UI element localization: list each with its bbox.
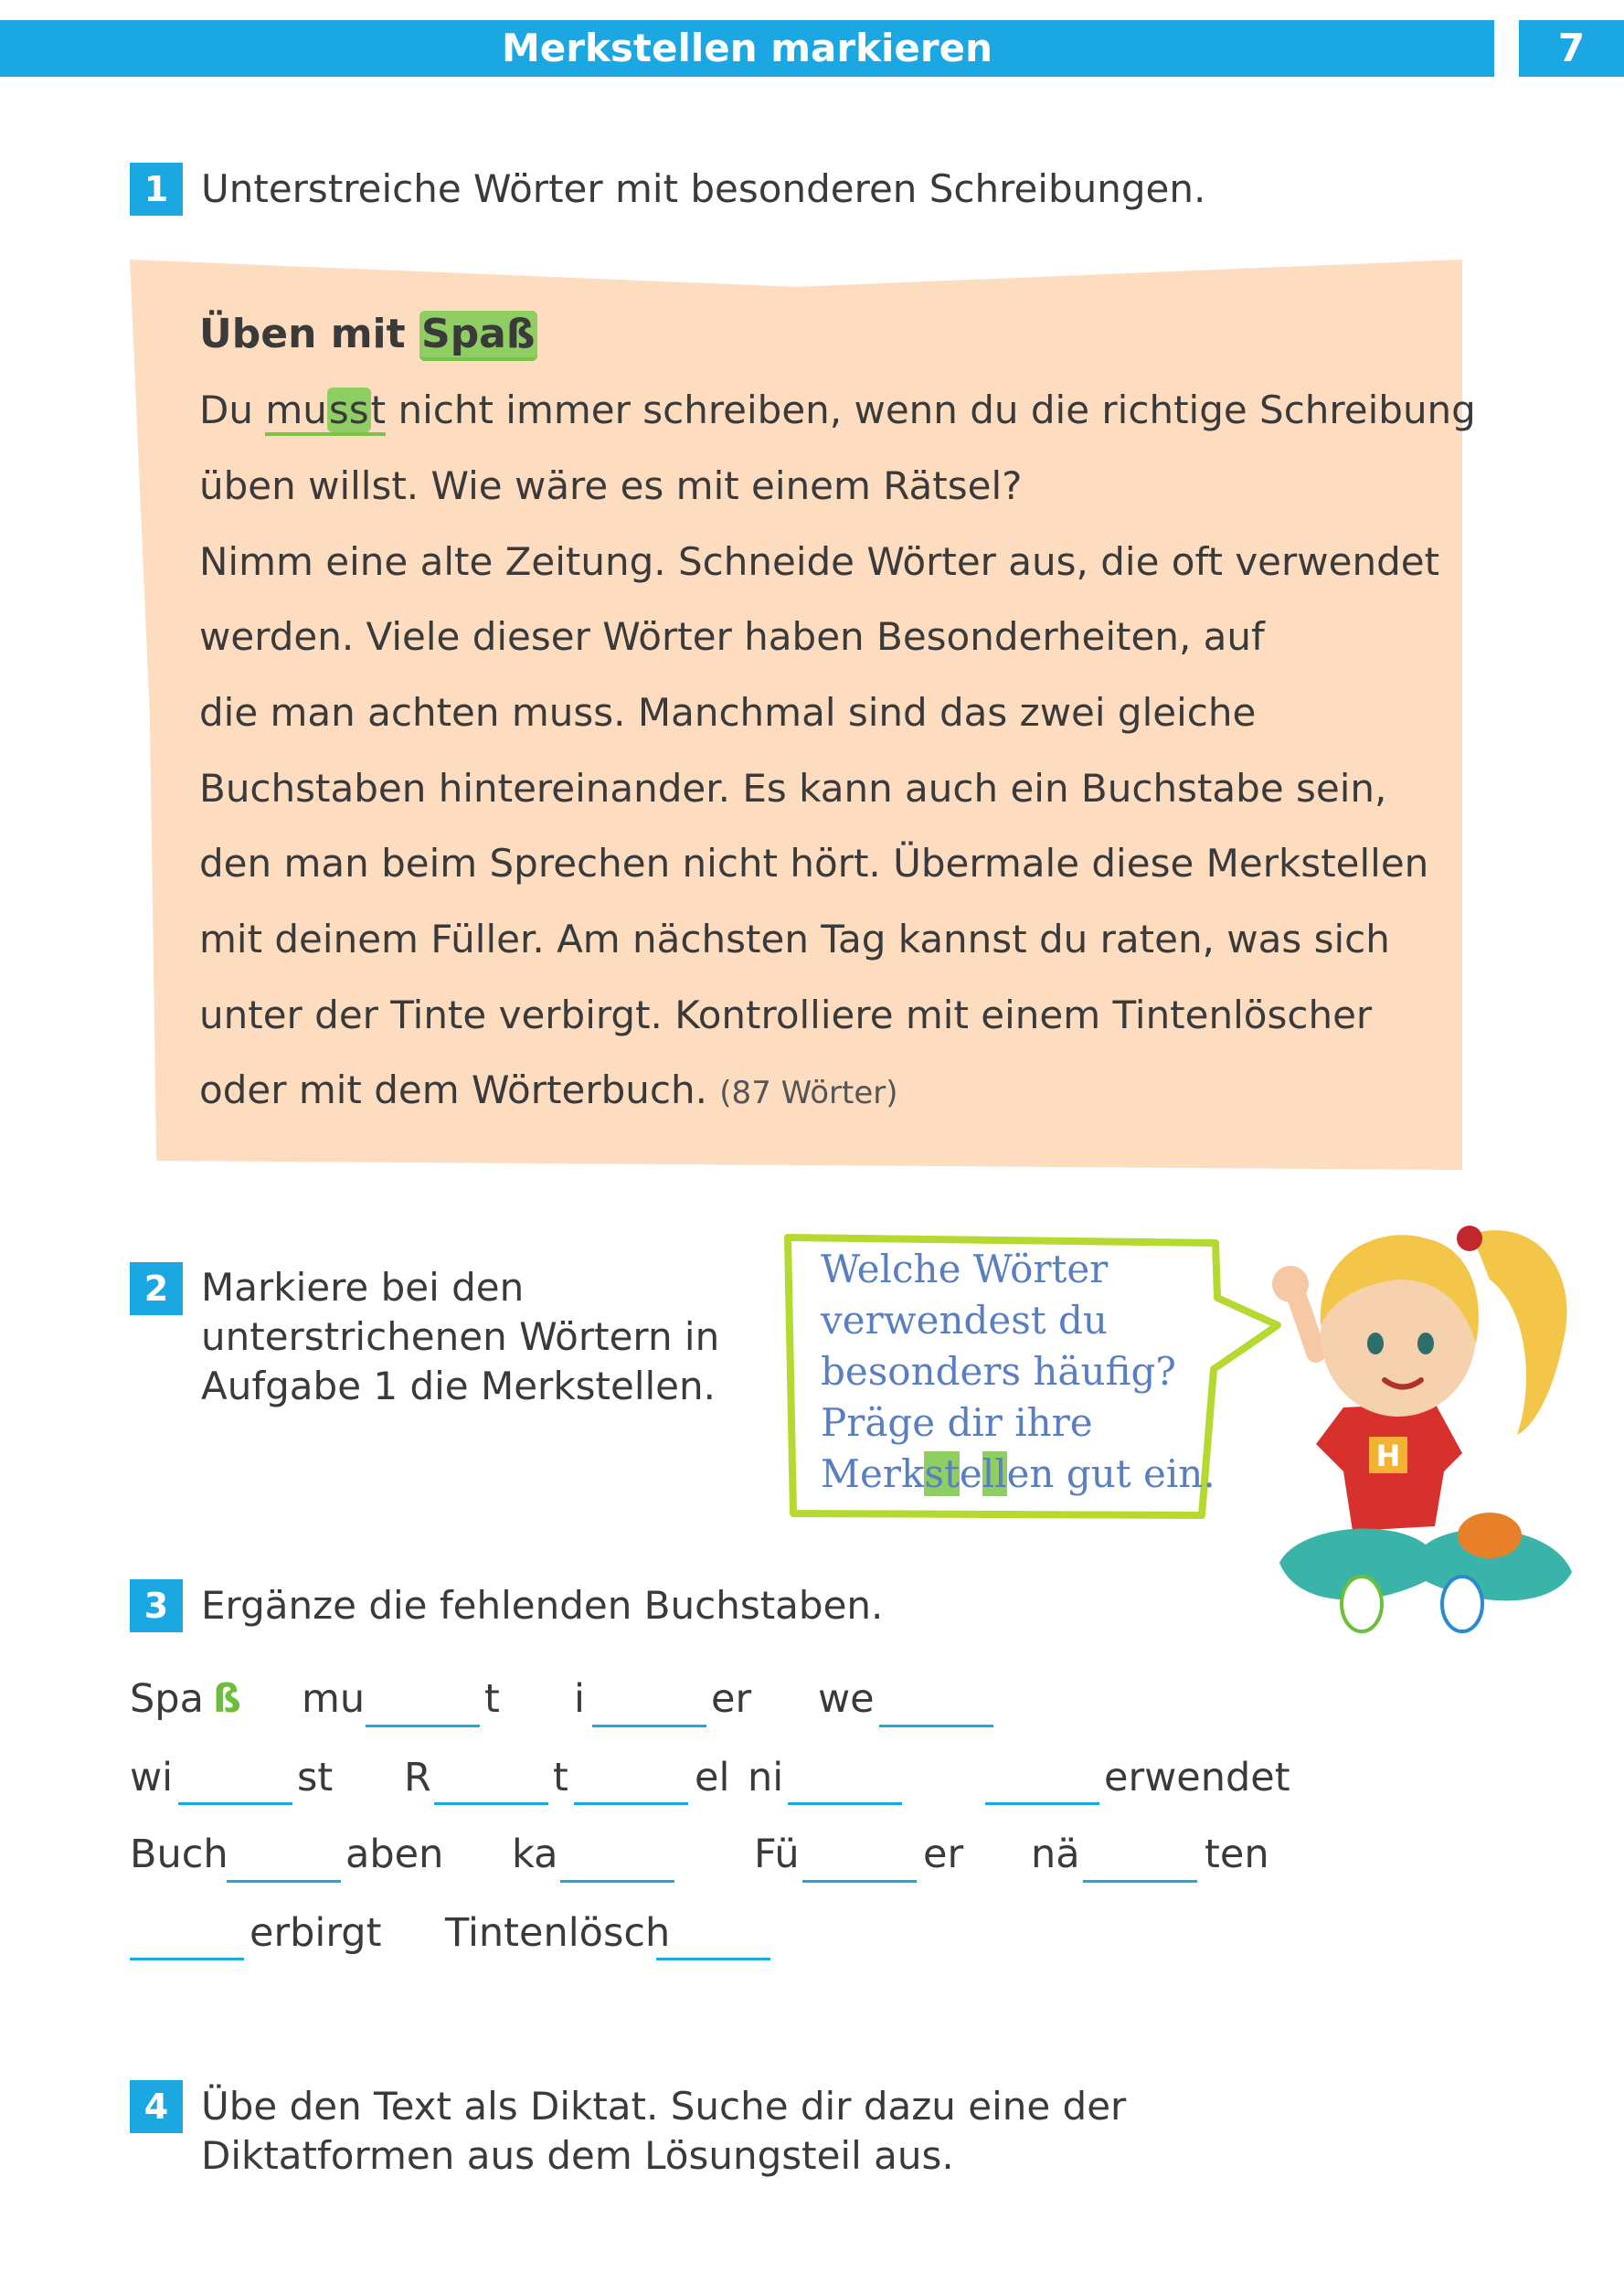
- item-spass-filled: ß: [212, 1676, 241, 1722]
- item-buch-aben: aben: [345, 1832, 444, 1877]
- bubble-highlight-ll: ll: [982, 1451, 1007, 1496]
- blank-erwendet[interactable]: [985, 1802, 1099, 1805]
- bubble-line-1: Welche Wörter: [821, 1247, 1109, 1291]
- task-4-line-2: Diktatformen aus dem Lösungsteil aus.: [201, 2133, 954, 2178]
- task-3-number: 3: [130, 1579, 183, 1632]
- item-nae-ten: ten: [1205, 1832, 1269, 1877]
- item-erbirgt: erbirgt: [249, 1910, 382, 1956]
- item-mu-t: t: [484, 1676, 500, 1722]
- item-mu-text: mu: [302, 1676, 366, 1722]
- blank-r-2[interactable]: [574, 1802, 688, 1805]
- item-wi-st: st: [297, 1755, 334, 1800]
- blank-buch[interactable]: [227, 1880, 341, 1883]
- item-ni-text: ni: [748, 1755, 784, 1800]
- blank-we[interactable]: [879, 1725, 993, 1727]
- musst-part-3: t: [370, 388, 387, 432]
- bubble-line-4: Präge dir ihre: [821, 1400, 1093, 1445]
- task-1-number: 1: [130, 163, 183, 216]
- task-2-line-2: unterstrichenen Wörtern in: [201, 1314, 720, 1359]
- item-fue-er: er: [923, 1832, 964, 1877]
- item-r-t: t: [553, 1755, 568, 1800]
- page-number: 7: [1519, 20, 1624, 77]
- blank-ni[interactable]: [788, 1802, 902, 1805]
- item-r-text: R: [404, 1755, 431, 1800]
- task-3-instruction: Ergänze die fehlenden Buchstaben.: [201, 1583, 884, 1628]
- musst-highlight: ss: [328, 388, 369, 432]
- item-we-text: we: [818, 1676, 875, 1722]
- box-line-9: unter der Tinte verbirgt. Kontrolliere mit einem Tintenlöscher: [199, 993, 1373, 1037]
- highlighted-word-spass: Spaß: [419, 311, 537, 361]
- bubble-line-5: [821, 1451, 1215, 1496]
- line-1-rest: nicht immer schreiben, wenn du die richtige Schreibung: [398, 388, 1476, 432]
- item-fue-text: Fü: [754, 1832, 800, 1877]
- blank-i[interactable]: [592, 1725, 706, 1727]
- box-title: [199, 311, 537, 357]
- bubble-line-2: verwendest du: [821, 1298, 1108, 1343]
- item-spass: [130, 1676, 241, 1722]
- bubble-text-a: Merk: [821, 1451, 925, 1496]
- blank-r-1[interactable]: [434, 1802, 548, 1805]
- bubble-highlight-st: st: [924, 1451, 960, 1496]
- item-buch-text: Buch: [130, 1832, 228, 1877]
- page-header-title: Merkstellen markieren: [0, 20, 1494, 77]
- item-tintenloesch: Tintenlösch: [445, 1910, 671, 1956]
- blank-nae[interactable]: [1083, 1880, 1197, 1883]
- item-wi-text: wi: [130, 1755, 174, 1800]
- musst-part-1: mu: [265, 388, 327, 432]
- task-1-instruction: Unterstreiche Wörter mit besonderen Schreibungen.: [201, 166, 1206, 211]
- item-i-er: er: [711, 1676, 752, 1722]
- bubble-line-3: besonders häufig?: [821, 1349, 1176, 1394]
- line-1-prefix: Du: [199, 388, 266, 432]
- item-spass-text: Spa: [130, 1676, 204, 1722]
- word-count: (87 Wörter): [719, 1075, 898, 1111]
- box-line-5: die man achten muss. Manchmal sind das zwei gleiche: [199, 690, 1257, 735]
- box-title-text: Üben mit: [199, 311, 419, 357]
- blank-fue[interactable]: [802, 1880, 917, 1883]
- blank-ka[interactable]: [560, 1880, 674, 1883]
- item-ka-text: ka: [512, 1832, 558, 1877]
- item-nae-text: nä: [1031, 1832, 1080, 1877]
- box-line-2: üben willst. Wie wäre es mit einem Rätsel?: [199, 463, 1023, 508]
- box-line-8: mit deinem Füller. Am nächsten Tag kannst du raten, was sich: [199, 917, 1390, 961]
- line-10-text: oder mit dem Wörterbuch.: [199, 1067, 707, 1112]
- task-2-line-3: Aufgabe 1 die Merkstellen.: [201, 1364, 716, 1408]
- item-erwendet: erwendet: [1104, 1755, 1290, 1800]
- box-line-4: werden. Viele dieser Wörter haben Besonderheiten, auf: [199, 614, 1265, 659]
- box-line-7: den man beim Sprechen nicht hört. Übermale diese Merkstellen: [199, 841, 1429, 886]
- box-line-10: [199, 1067, 898, 1112]
- svg-text:H: H: [1375, 1439, 1401, 1473]
- blank-tintenloesch[interactable]: [656, 1958, 770, 1960]
- task-4-line-1: Übe den Text als Diktat. Suche dir dazu eine der: [201, 2084, 1127, 2129]
- box-line-3: Nimm eine alte Zeitung. Schneide Wörter aus, die oft verwendet: [199, 539, 1440, 584]
- blank-mu[interactable]: [366, 1725, 480, 1727]
- task-2-number: 2: [130, 1262, 183, 1315]
- blank-wi[interactable]: [178, 1802, 292, 1805]
- girl-illustration: [1261, 1197, 1590, 1682]
- item-i-text: i: [574, 1676, 585, 1722]
- task-2-line-1: Markiere bei den: [201, 1265, 525, 1310]
- item-r-el: el: [695, 1755, 730, 1800]
- box-line-1: [199, 388, 1476, 432]
- underlined-word-musst: [265, 388, 386, 436]
- blank-erbirgt[interactable]: [130, 1958, 244, 1960]
- bubble-text-e: en gut ein.: [1006, 1451, 1215, 1496]
- bubble-text-c: e: [959, 1451, 982, 1496]
- task-4-number: 4: [130, 2080, 183, 2133]
- box-line-6: Buchstaben hintereinander. Es kann auch ein Buchstabe sein,: [199, 766, 1387, 811]
